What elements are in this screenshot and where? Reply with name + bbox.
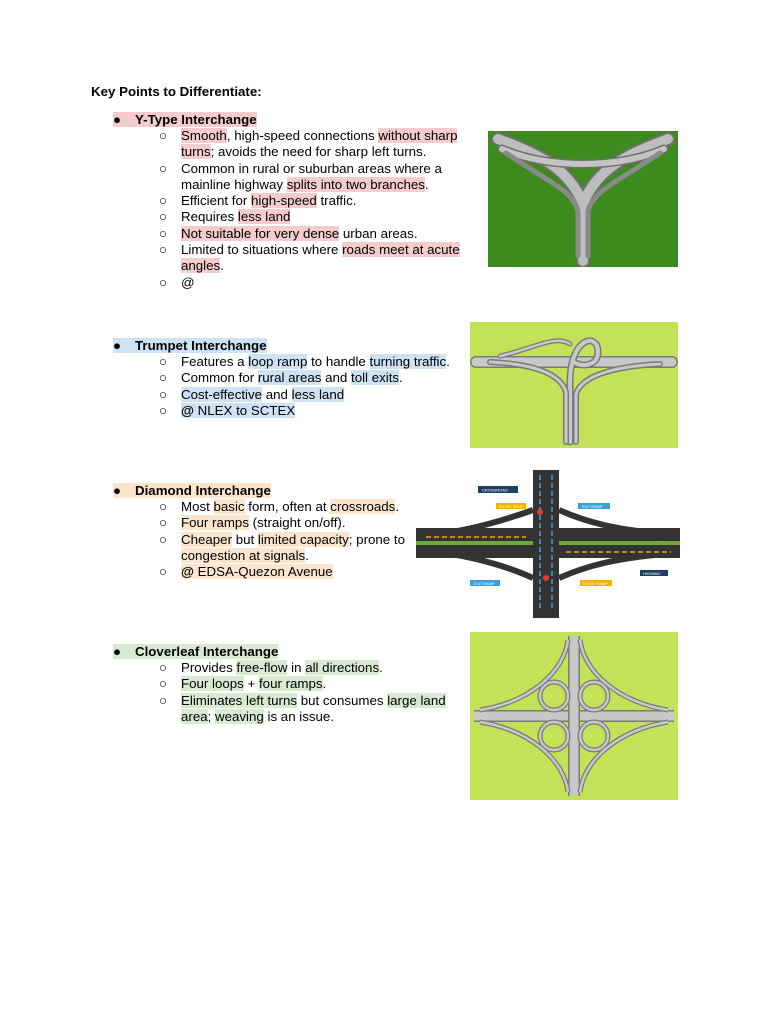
page-title: Key Points to Differentiate:	[91, 84, 262, 99]
item-text: Common in rural or suburban areas where a mainline highway	[181, 160, 442, 192]
sub-bullet-icon: ○	[159, 354, 168, 369]
sub-bullet-icon: ○	[159, 515, 168, 531]
item-text: Provides	[181, 660, 237, 675]
section-title: Diamond Interchange	[135, 483, 271, 498]
item-text: EDSA-Quezon Avenue	[193, 564, 333, 580]
entry-ramp-label-2: ENTRY RAMP	[583, 581, 608, 586]
diamond-interchange-image	[416, 470, 680, 618]
cloverleaf-list	[159, 660, 459, 725]
item-text: Four ramps	[181, 515, 249, 531]
sub-bullet-icon: ○	[159, 386, 168, 402]
item-text: Efficient for	[181, 193, 251, 209]
item-text: loop ramp	[248, 354, 308, 369]
list-item	[159, 403, 469, 419]
item-text: and	[321, 370, 351, 386]
item-text: is an issue.	[263, 708, 335, 724]
crossroad-label: CROSSROAD	[482, 487, 508, 493]
sub-bullet-icon: ○	[159, 242, 168, 258]
list-item	[159, 499, 409, 515]
item-text: .	[399, 370, 403, 386]
list-item	[159, 242, 469, 275]
section-title: Trumpet Interchange	[135, 338, 267, 353]
sub-bullet-icon: ○	[159, 692, 168, 708]
section-heading-trumpet	[113, 338, 267, 354]
item-text: and	[262, 386, 292, 402]
list-item	[159, 532, 409, 565]
cloverleaf-interchange-image	[470, 632, 678, 800]
exit-ramp-label-2: EXIT RAMP	[474, 581, 495, 586]
item-text: all directions	[305, 660, 380, 675]
list-item	[159, 128, 469, 161]
bullet-icon: ●	[113, 338, 122, 353]
item-text: ; prone to	[348, 531, 405, 547]
list-item	[159, 209, 469, 225]
list-item	[159, 161, 469, 194]
diamond-list	[159, 499, 409, 580]
item-text: (straight on/off).	[248, 515, 346, 531]
list-item	[159, 564, 409, 580]
item-text: turning traffic	[369, 354, 447, 369]
bullet-icon: ●	[113, 112, 122, 127]
highway-label: HIGHWAY	[643, 571, 661, 576]
item-text: .	[379, 660, 383, 675]
list-item	[159, 676, 459, 692]
exit-ramp-label: EXIT RAMP	[582, 504, 603, 509]
item-text: Four loops	[181, 676, 244, 692]
item-text: NLEX to SCTEX	[193, 402, 296, 418]
sub-bullet-icon: ○	[159, 160, 168, 176]
item-text: high-speed	[250, 193, 317, 209]
section-heading-diamond	[113, 483, 271, 499]
sub-bullet-icon: ○	[159, 676, 168, 692]
item-text: to handle	[307, 354, 370, 369]
section-heading-cloverleaf	[113, 644, 278, 660]
sub-bullet-icon: ○	[159, 499, 168, 514]
sub-bullet-icon: ○	[159, 193, 168, 209]
item-text: ;	[207, 708, 216, 724]
item-text: Cost-effective	[181, 386, 263, 402]
list-item	[159, 226, 469, 242]
item-text: , high-speed connections	[226, 128, 379, 143]
section-title: Cloverleaf Interchange	[135, 644, 279, 659]
item-text: @	[181, 402, 194, 418]
item-text: .	[424, 176, 429, 192]
item-text: free-flow	[236, 660, 288, 675]
section-heading-ytype	[113, 112, 257, 128]
item-text: .	[220, 258, 224, 274]
item-text: weaving	[215, 708, 264, 724]
item-text: Features a	[181, 354, 249, 369]
sub-bullet-icon: ○	[159, 209, 168, 225]
sub-bullet-icon: ○	[159, 274, 168, 290]
list-item	[159, 370, 469, 386]
item-text: urban areas.	[339, 225, 418, 241]
item-text: @	[181, 274, 195, 290]
item-text: .	[322, 676, 327, 692]
sub-bullet-icon: ○	[159, 370, 168, 386]
list-item	[159, 660, 459, 676]
list-item	[159, 193, 469, 209]
item-text: Requires	[181, 209, 238, 225]
ytype-list	[159, 128, 469, 291]
item-text: limited capacity	[257, 531, 349, 547]
item-text: Common for	[181, 370, 258, 386]
item-text: crossroads	[330, 499, 396, 514]
item-text: Cheaper	[181, 531, 233, 547]
item-text: in	[287, 660, 306, 675]
sub-bullet-icon: ○	[159, 660, 168, 675]
item-text: +	[243, 676, 259, 692]
item-text: roads meet at acute angles	[181, 242, 460, 274]
sub-bullet-icon: ○	[159, 128, 168, 143]
entry-ramp-label: ENTRY RAMP	[499, 504, 524, 509]
item-text: but	[232, 531, 258, 547]
item-text: Smooth	[181, 128, 227, 143]
item-text: less land	[237, 209, 291, 225]
item-text: traffic.	[316, 193, 357, 209]
item-text: ; avoids the need for sharp left turns.	[210, 144, 427, 160]
trumpet-interchange-image	[470, 322, 678, 448]
item-text: four ramps	[258, 676, 323, 692]
list-item	[159, 275, 469, 291]
item-text: toll exits	[351, 370, 400, 386]
item-text: .	[446, 354, 450, 369]
item-text: Most	[181, 499, 214, 514]
item-text: .	[305, 547, 309, 563]
item-text: form, often at	[244, 499, 331, 514]
item-text: without sharp turns	[181, 128, 458, 160]
item-text: congestion at signals	[181, 547, 306, 563]
bullet-icon: ●	[113, 483, 122, 498]
bullet-icon: ●	[113, 644, 122, 659]
list-item	[159, 387, 469, 403]
trumpet-list	[159, 354, 469, 419]
list-item	[159, 515, 409, 531]
item-text: .	[395, 499, 400, 514]
sub-bullet-icon: ○	[159, 564, 168, 580]
sub-bullet-icon: ○	[159, 402, 168, 418]
item-text: less land	[291, 386, 345, 402]
item-text: rural areas	[257, 370, 322, 386]
item-text: but consumes	[297, 692, 388, 708]
item-text: Eliminates left turns	[181, 692, 298, 708]
item-text: Limited to situations where	[181, 242, 343, 258]
ytype-interchange-image	[488, 131, 678, 267]
section-title: Y-Type Interchange	[135, 112, 257, 127]
sub-bullet-icon: ○	[159, 225, 168, 241]
list-item	[159, 693, 459, 726]
sub-bullet-icon: ○	[159, 531, 168, 547]
item-text: basic	[213, 499, 245, 514]
item-text: @	[181, 564, 194, 580]
item-text: splits into two branches	[286, 176, 425, 192]
item-text: Not suitable for very dense	[181, 225, 340, 241]
list-item	[159, 354, 469, 370]
item-text: large land area	[181, 692, 446, 724]
